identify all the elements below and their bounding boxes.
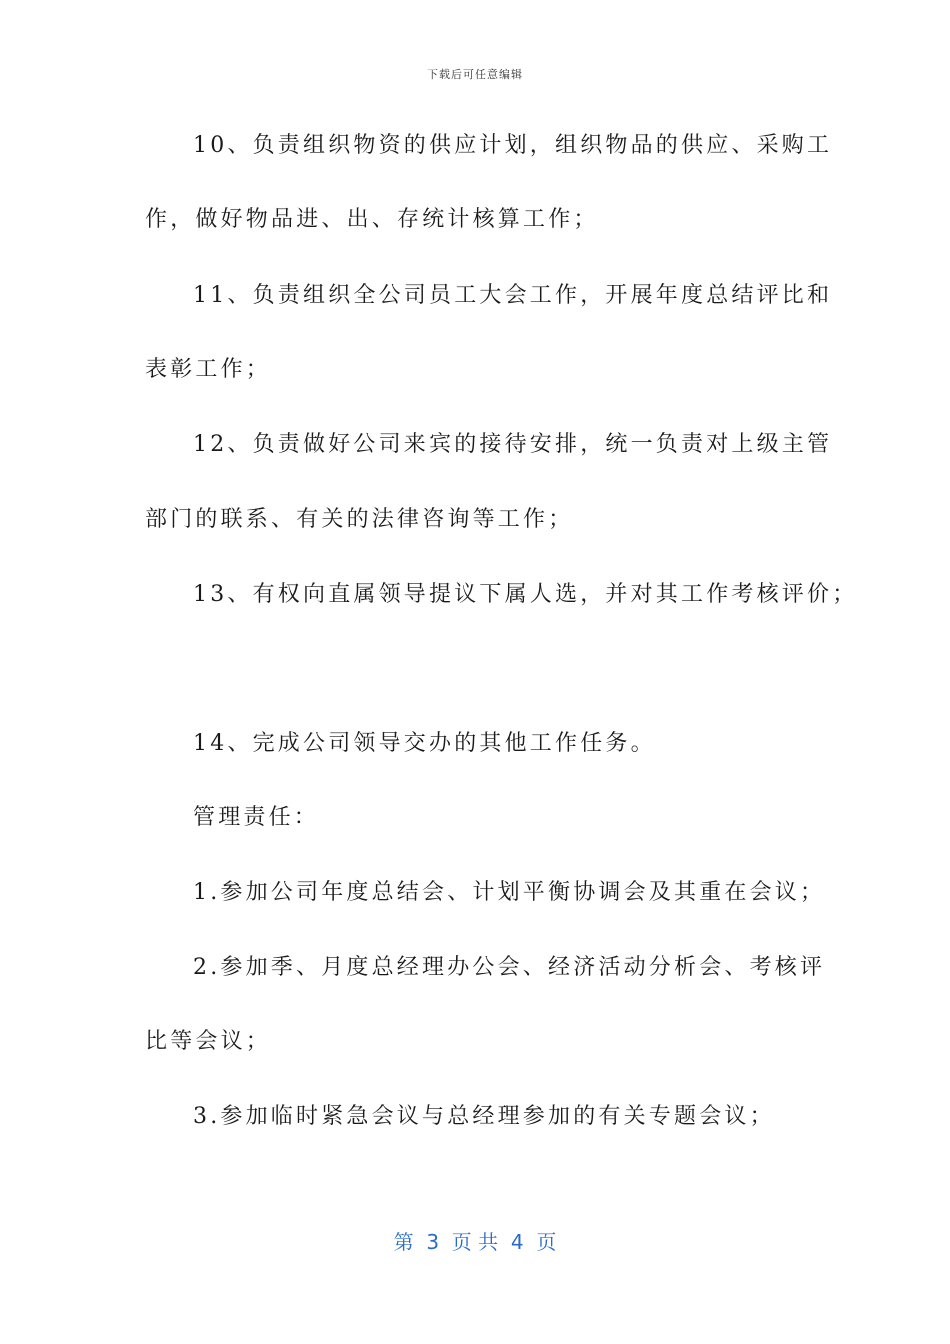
- header-note: 下载后可任意编辑: [427, 68, 523, 81]
- paragraph-line: 1.参加公司年度总结会、计划平衡协调会及其重在会议；: [193, 880, 826, 905]
- page-number: 第 3 页 共 4 页: [393, 1230, 557, 1254]
- paragraph-line: 10、负责组织物资的供应计划，组织物品的供应、采购工: [193, 133, 833, 158]
- paragraph-line: 2.参加季、月度总经理办公会、经济活动分析会、考核评: [193, 955, 826, 980]
- paragraph-line: 13、有权向直属领导提议下属人选，并对其工作考核评价；: [193, 582, 858, 607]
- section-heading: 管理责任：: [193, 805, 320, 830]
- paragraph-line: 表彰工作；: [145, 357, 272, 382]
- paragraph-line: 14、完成公司领导交办的其他工作任务。: [193, 731, 656, 756]
- paragraph-line: 3.参加临时紧急会议与总经理参加的有关专题会议；: [193, 1104, 775, 1129]
- paragraph-line: 12、负责做好公司来宾的接待安排，统一负责对上级主管: [193, 432, 833, 457]
- paragraph-line: 比等会议；: [145, 1029, 272, 1054]
- paragraph-line: 部门的联系、有关的法律咨询等工作；: [145, 507, 574, 532]
- paragraph-line: 作，做好物品进、出、存统计核算工作；: [145, 207, 599, 232]
- paragraph-line: 11、负责组织全公司员工大会工作，开展年度总结评比和: [193, 283, 833, 308]
